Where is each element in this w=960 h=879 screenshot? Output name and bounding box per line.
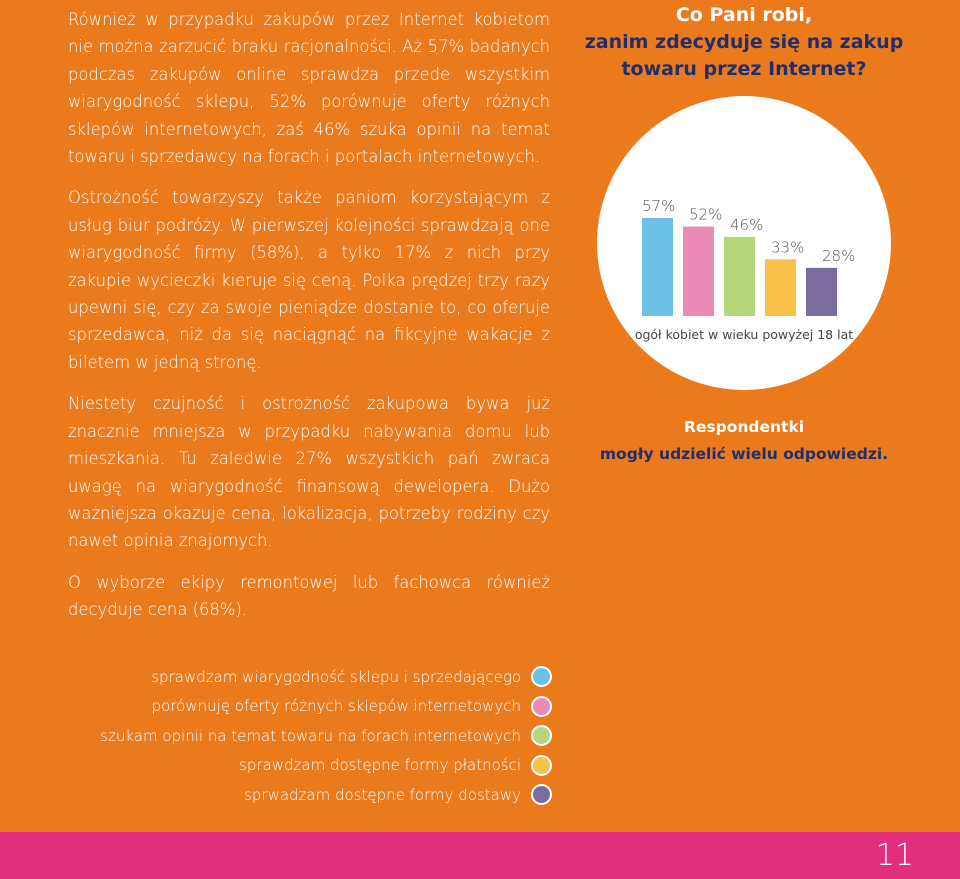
page-number: 11 [875, 838, 914, 873]
legend-swatch-icon [531, 696, 552, 717]
bar-value-label-2: 52% [689, 205, 723, 224]
respondents-note-line-1: Respondentki [683, 418, 805, 436]
legend-item [60, 780, 552, 810]
bar-4 [765, 259, 796, 316]
legend-swatch-icon [531, 784, 552, 805]
bar-3 [724, 237, 755, 316]
bar-2 [683, 227, 714, 316]
chart-legend [60, 662, 552, 810]
legend-item [60, 692, 552, 722]
bar-1 [642, 218, 673, 316]
legend-item-label: sprawdzam wiarygodność sklepu i sprzedającego [151, 667, 521, 686]
chart-title [580, 2, 908, 83]
legend-item-label: szukam opinii na temat towaru na forach internetowych [100, 726, 521, 745]
paragraph-2: Ostrożność towarzyszy także paniom korzystającym z usług biur podróży. W pierwszej kolejności sprawdzają one wiarygodność firmy (58%), a tylko 17% z nich przy zakupie wycieczki kieruje się ceną. Polka prędzej trzy razy upewni się, czy za swoje pieniądze dostanie to, co oferuje sprzedawca, niż da się naciągnąć na fikcyjne wakacje z biletem w jedną stronę. [68, 188, 550, 372]
legend-item-label: porównuję oferty różnych sklepów internetowych [151, 697, 521, 716]
legend-item-label: sprawdzam dostępne formy płatności [239, 756, 521, 775]
respondents-note-line-2: mogły udzielić wielu odpowiedzi. [599, 445, 889, 463]
bar-chart [597, 96, 891, 390]
article-text [68, 6, 550, 638]
paragraph-4: O wyborze ekipy remontowej lub fachowca również decyduje cena (68%). [68, 572, 550, 620]
bar-value-label-1: 57% [642, 197, 676, 215]
legend-item-label: sprwadzam dostępne formy dostawy [244, 785, 521, 804]
chart-title-line-1: Co Pani robi, [675, 4, 813, 26]
legend-swatch-icon [531, 755, 552, 776]
legend-swatch-icon [531, 725, 552, 746]
legend-item [60, 721, 552, 751]
legend-item [60, 662, 552, 692]
legend-item [60, 751, 552, 781]
paragraph-1: Również w przypadku zakupów przez Internet kobietom nie można zarzucić braku racjonalności. Aż 57% badanych podczas zakupów online sprawdza przede wszystkim wiarygodność sklepu, 52% porównuje oferty różnych sklepów internetowych, zaś 46% szuka opinii na temat towaru i sprzedawcy na forach i portalach internetowych. [68, 10, 550, 167]
bar-value-label-5: 28% [822, 246, 856, 265]
bar-value-label-3: 46% [730, 215, 764, 234]
legend-swatch-icon [531, 666, 552, 687]
paragraph-3: Niestety czujność i ostrożność zakupowa bywa już znacznie mniejsza w przypadku nabywania domu lub mieszkania. Tu zaledwie 27% wszystkich pań zwraca uwagę na wiarygodność finansową dewelopera. Dużo ważniejsza okazuje cena, lokalizacja, potrzeby rodziny czy nawet opinia znajomych. [68, 394, 550, 551]
x-axis-label: ogół kobiet w wieku powyżej 18 lat [634, 327, 854, 342]
bar-5 [806, 268, 837, 316]
chart-title-line-2: zanim zdecyduje się na zakup [584, 31, 904, 53]
footer-bar [0, 832, 960, 879]
bar-value-label-4: 33% [771, 238, 805, 257]
chart-title-line-3: towaru przez Internet? [621, 58, 867, 80]
respondents-note [590, 414, 898, 468]
